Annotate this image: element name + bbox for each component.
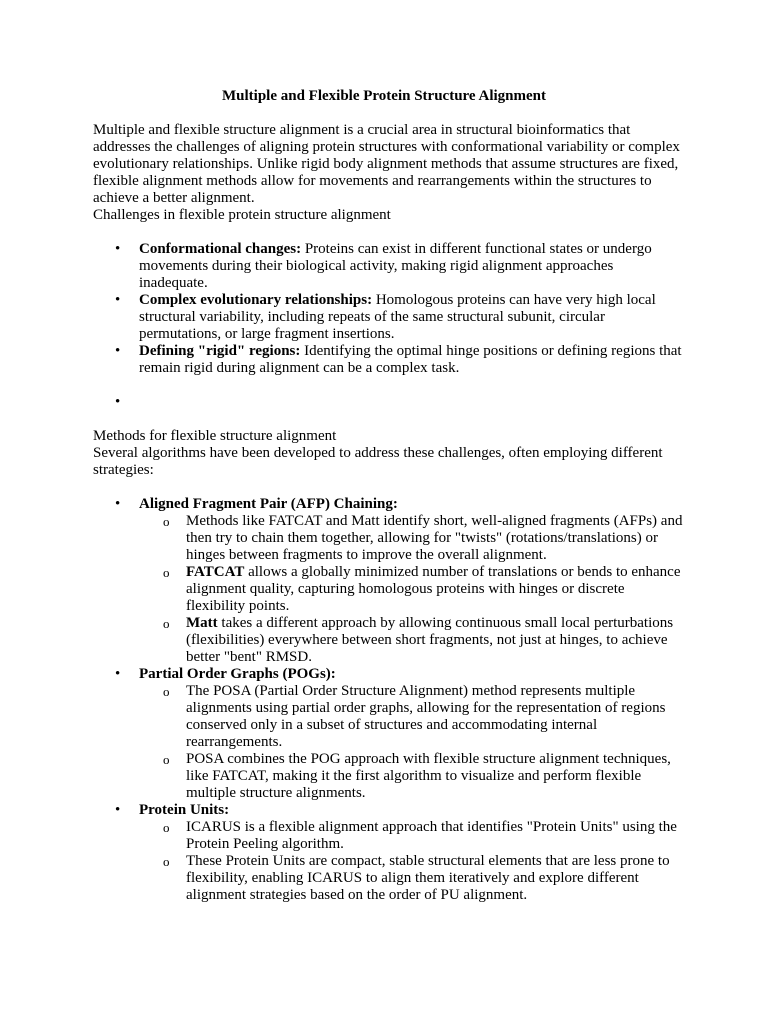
sub-item-term: FATCAT [186,564,245,580]
bullet-icon: • [115,343,121,359]
method-sublist [139,683,683,802]
challenge-text: Homologous proteins can have very high local structural variability, including repeats of the same structural subunit, circular permutations, or large fragment insertions. [139,292,656,342]
challenge-text: Identifying the optimal hinge positions or defining regions that remain rigid during alignment can be a complex task. [139,343,682,376]
challenge-text: Proteins can exist in different functional states or undergo movements during their biological activity, making rigid alignment approaches inadequate. [139,241,652,291]
sub-list-item [139,751,683,802]
sub-bullet-icon: o [163,684,170,699]
methods-heading: Methods for flexible structure alignment [93,428,337,444]
sub-item-text: allows a globally minimized number of translations or bends to enhance alignment quality, capturing homologous proteins with hinges or discrete flexibility points. [186,564,681,614]
sub-bullet-icon: o [163,752,170,767]
list-item [93,241,683,292]
challenge-term: Conformational changes: [139,241,302,257]
sub-list-item [139,819,683,853]
challenges-list [93,241,683,411]
sub-item-text: These Protein Units are compact, stable structural elements that are less prone to flexibility, enabling ICARUS to align them iteratively and explore different alignment strategies based on the order of PU alignment. [186,853,670,903]
empty-list-item [93,394,683,411]
sub-item-term: Matt [186,615,218,631]
sub-item-text: ICARUS is a flexible alignment approach that identifies "Protein Units" using the Protein Peeling algorithm. [186,819,677,852]
challenge-term: Complex evolutionary relationships: [139,292,373,308]
method-sublist [139,513,683,666]
bullet-icon: • [115,802,121,818]
document-page [93,88,683,904]
list-item [93,496,683,666]
sub-list-item [139,615,683,666]
bullet-icon: • [115,292,121,308]
method-term: Protein Units: [139,802,230,818]
sub-bullet-icon: o [163,854,170,869]
sub-bullet-icon: o [163,514,170,529]
list-item [93,343,683,377]
document-title: Multiple and Flexible Protein Structure Alignment [221,88,547,104]
sub-item-text: Methods like FATCAT and Matt identify short, well-aligned fragments (AFPs) and then try to chain them together, allowing for "twists" (rotations/translations) or hinges between fragments to improve the overall alignment. [186,513,683,563]
methods-section-intro [93,428,683,479]
list-item [93,802,683,904]
sub-list-item [139,683,683,751]
method-term: Partial Order Graphs (POGs): [139,666,336,682]
sub-list-item [139,564,683,615]
challenges-heading: Challenges in flexible protein structure alignment [93,207,391,223]
bullet-icon: • [115,394,121,410]
sub-item-text: The POSA (Partial Order Structure Alignment) method represents multiple alignments using partial order graphs, allowing for the representation of regions conserved only in a subset of structures and accommodating internal rearrangements. [186,683,666,750]
sub-item-text: POSA combines the POG approach with flexible structure alignment techniques, like FATCAT, making it the first algorithm to visualize and perform flexible multiple structure alignments. [186,751,671,801]
sub-bullet-icon: o [163,565,170,580]
bullet-icon: • [115,666,121,682]
methods-intro: Several algorithms have been developed to address these challenges, often employing different strategies: [93,445,663,478]
intro-paragraph [93,122,683,224]
sub-bullet-icon: o [163,616,170,631]
bullet-icon: • [115,496,121,512]
method-sublist [139,819,683,904]
method-term: Aligned Fragment Pair (AFP) Chaining: [139,496,398,512]
list-item [93,292,683,343]
sub-bullet-icon: o [163,820,170,835]
bullet-icon: • [115,241,121,257]
sub-list-item [139,853,683,904]
list-item [93,666,683,802]
sub-list-item [139,513,683,564]
challenge-term: Defining "rigid" regions: [139,343,301,359]
methods-list [93,496,683,904]
intro-text: Multiple and flexible structure alignment is a crucial area in structural bioinformatics that addresses the challenges of aligning protein structures with conformational variability or complex evolutionary relationships. Unlike rigid body alignment methods that assume structures are fixed, flexible alignment methods allow for movements and rearrangements within the structures to achieve a better alignment. [93,122,680,206]
sub-item-text: takes a different approach by allowing continuous small local perturbations (flexibilities) everywhere between short fragments, not just at hinges, to achieve better "bent" RMSD. [186,615,674,665]
